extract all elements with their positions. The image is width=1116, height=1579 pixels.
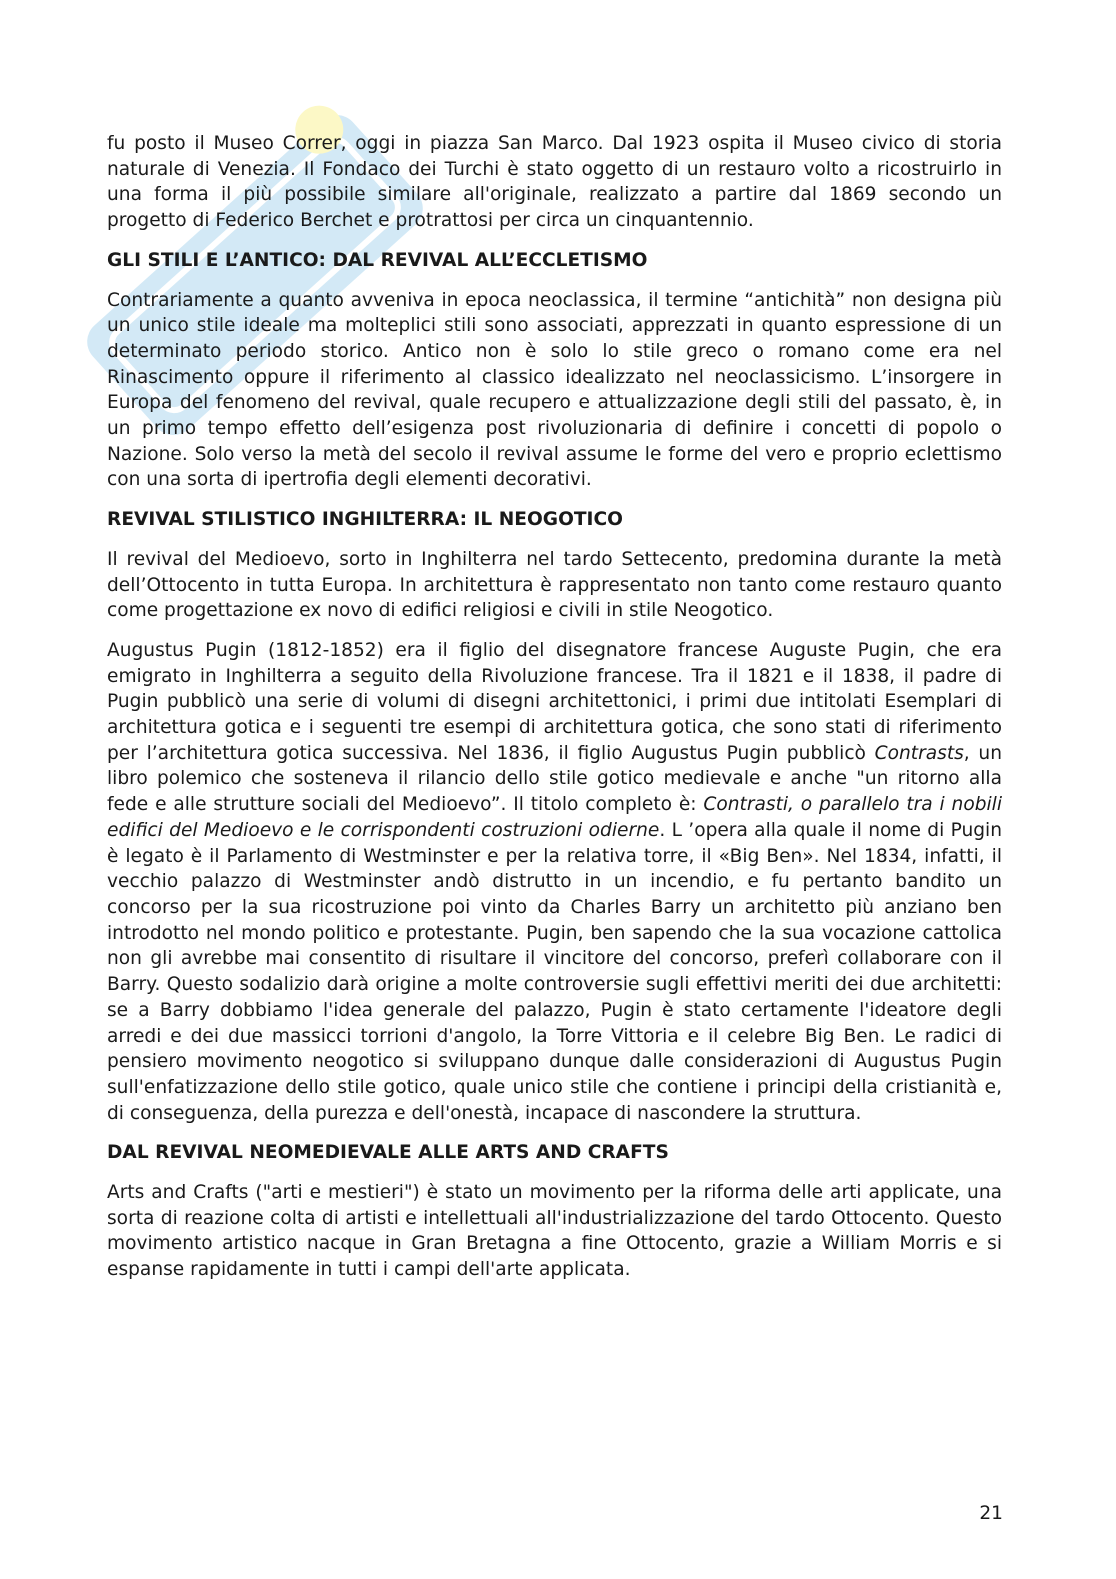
- paragraph-museo-correr: fu posto il Museo Correr, oggi in piazza San Marco. Dal 1923 ospita il Museo civico di storia naturale di Venezia. Il Fondaco dei Turchi è stato oggetto di un restauro volto a ricostruirlo in una forma il più possibile similare all'originale, realizzato a partire dal 1869 secondo un progetto di Federico Berchet e protrattosi per circa un cinquantennio.: [107, 133, 1002, 232]
- page-number: 21: [979, 1503, 1003, 1524]
- pugin-title-contrasts: Contrasts: [874, 742, 964, 764]
- paragraph-arts-and-crafts: Arts and Crafts ("arti e mestieri") è stato un movimento per la riforma delle arti applicate, una sorta di reazione colta di artisti e intellettuali all'industrializzazione del tardo Ottocento. Questo movimento artistico nacque in Gran Bretagna a fine Ottocento, grazie a William Morris e si espanse rapidamente in tutti i campi dell'arte applicata.: [107, 1182, 1002, 1281]
- paragraph-augustus-pugin: [107, 638, 1002, 1126]
- heading-arts-and-crafts: DAL REVIVAL NEOMEDIEVALE ALLE ARTS AND CRAFTS: [107, 1142, 669, 1164]
- pugin-text-e: . L ’opera alla quale il nome di Pugin è legato è il Parlamento di Westminster e per la relativa torre, il «Big Ben». Nel 1834, infatti, il vecchio palazzo di Westminster andò distrutto in un incendio, e fu pertanto bandito un concorso per la sua ricostruzione poi vinto da Charles Barry un architetto più anziano ben introdotto nel mondo politico e protestante. Pugin, ben sapendo che la sua vocazione cattolica non gli avrebbe mai consentito di risultare il vincitore del concorso, preferì collaborare con il Barry. Questo sodalizio darà origine a molte controversie sugli effettivi meriti dei due architetti: se a Barry dobbiamo l'idea generale del palazzo, Pugin è stato certamente l'ideatore degli arredi e dei due massicci torrioni d'angolo, la Torre Vittoria e il celebre Big Ben. Le radici di pensiero movimento neogotico si sviluppano dunque dalle considerazioni di Augustus Pugin sull'enfatizzazione dello stile gotico, quale unico stile che contiene i principi della cristianità e, di conseguenza, della purezza e dell'onestà, incapace di nascondere la struttura.: [107, 819, 1002, 1124]
- heading-neogotico: REVIVAL STILISTICO INGHILTERRA: IL NEOGOTICO: [107, 509, 623, 531]
- pugin-text-a: Augustus Pugin (1812-1852) era il figlio del disegnatore francese Auguste Pugin, che era emigrato in Inghilterra a seguito della Rivoluzione francese. Tra il 1821 e il 1838, il padre di Pugin pubblicò una serie di volumi di disegni architettonici, i primi due intitolati Esemplari di architettura gotica e i seguenti tre esempi di architettura gotica, che sono stati di riferimento per l’architettura gotica successiva. Nel 1836, il figlio Augustus Pugin pubblicò: [107, 639, 1002, 764]
- pugin-full-title: Contrasti, o parallelo tra i nobili edifici del Medioevo e le corrispondenti costruzioni odierne: [107, 794, 1002, 841]
- paragraph-antichita: Contrariamente a quanto avveniva in epoca neoclassica, il termine “antichità” non designa più un unico stile ideale ma molteplici stili sono associati, apprezzati in quanto espressione di un determinato periodo storico. Antico non è solo lo stile greco o romano come era nel Rinascimento oppure il riferimento al classico idealizzato nel neoclassicismo. L’insorgere in Europa del fenomeno del revival, quale recupero e attualizzazione degli stili del passato, è, in un primo tempo effetto dell’esigenza post rivoluzionaria di definire i concetti di popolo o Nazione. Solo verso la metà del secolo il revival assume le forme del vero e proprio eclettismo con una sorta di ipertrofia degli elementi decorativi.: [107, 289, 1002, 491]
- pugin-text-c: , un libro polemico che sosteneva il rilancio dello stile gotico medievale e anche "un ritorno alla fede e alle strutture sociali del Medioevo”. Il titolo completo è:: [107, 742, 1002, 816]
- paragraph-revival-medioevo: Il revival del Medioevo, sorto in Inghilterra nel tardo Settecento, predomina durante la metà dell’Ottocento in tutta Europa. In architettura è rappresentato non tanto come restauro quanto come progettazione ex novo di edifici religiosi e civili in stile Neogotico.: [107, 548, 1002, 622]
- document-body: [107, 131, 1002, 1297]
- heading-stili-antico: GLI STILI E L’ANTICO: DAL REVIVAL ALL’ECCLETISMO: [107, 249, 648, 271]
